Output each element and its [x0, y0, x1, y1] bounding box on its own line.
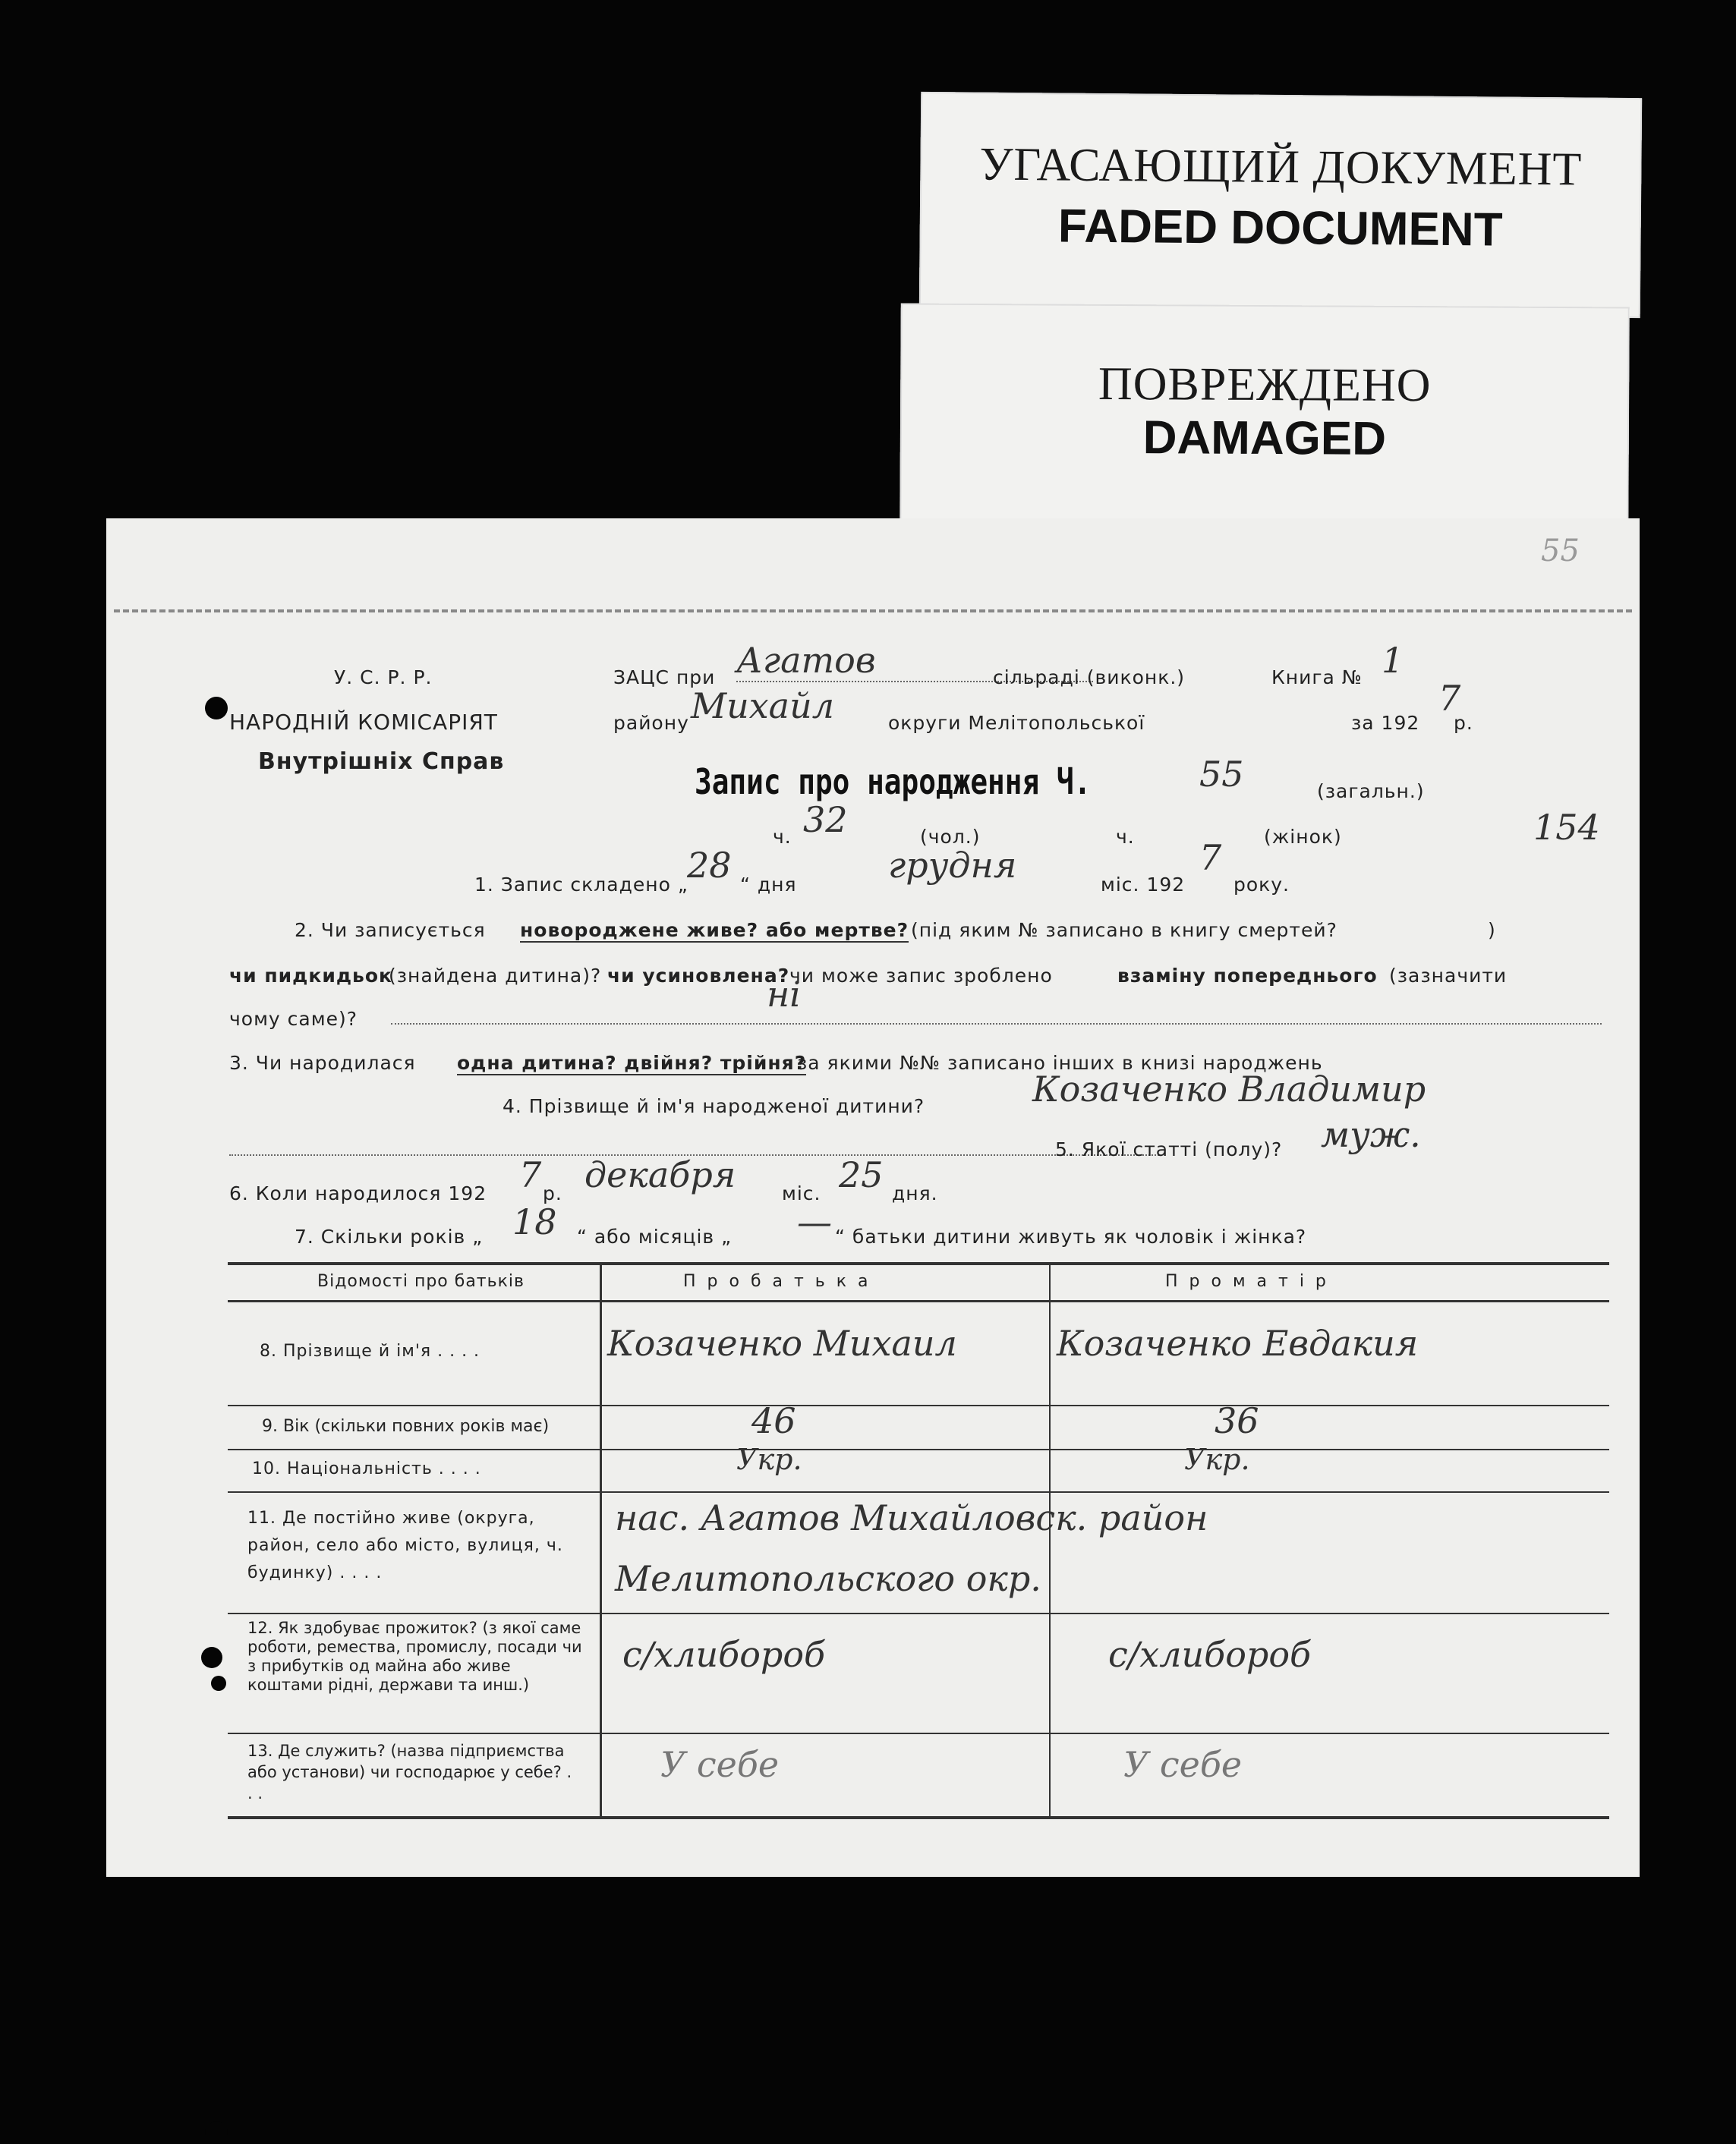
father-nationality-field: Укр.	[736, 1443, 802, 1476]
female-prefix: ч.	[1116, 826, 1135, 848]
okrug-label: округи Мелітопольської	[888, 712, 1145, 734]
item2-prefix: 2. Чи записується	[295, 919, 486, 941]
damaged-label-ru: ПОВРЕЖДЕНО	[1098, 357, 1432, 412]
child-name-field: Козаченко Владимир	[1032, 1069, 1426, 1110]
residence-line2-field: Мелитопольского окр.	[615, 1558, 1041, 1599]
mother-nationality-field: Укр.	[1184, 1443, 1250, 1476]
item7-months-label: “ або місяців „	[577, 1226, 733, 1248]
item2-found-child: (знайдена дитина)?	[389, 965, 602, 987]
item6-day-field: 25	[839, 1154, 884, 1195]
ministry-label: Внутрішніх Справ	[258, 748, 505, 775]
faded-document-card	[919, 92, 1642, 318]
commissariat-label: НАРОДНІЙ КОМІСАРІЯТ	[229, 710, 498, 735]
year-label: за 192	[1351, 712, 1420, 734]
row-occupation-label: 12. Як здобуває прожиток? (з якої саме роботи, ремества, промислу, посади чи з прибутків од майна або живе коштами рідні, держави та инш.)	[247, 1619, 582, 1694]
father-name-field: Козаченко Михаил	[607, 1323, 957, 1364]
table-rule	[228, 1491, 1609, 1493]
row-nationality-label: 10. Національність . . . .	[252, 1459, 481, 1478]
female-label: (жінок)	[1264, 826, 1342, 848]
male-count-field: 32	[803, 799, 848, 840]
item6-year-field: 7	[519, 1154, 542, 1195]
sex-field: муж.	[1321, 1114, 1421, 1155]
item2-close: )	[1488, 919, 1496, 941]
table-rule	[228, 1300, 1609, 1302]
total-label: (загальн.)	[1317, 780, 1425, 802]
item2-answer-field: ні	[767, 974, 802, 1015]
item3-numbers: за якими №№ записано інших в книзі народжень	[797, 1052, 1323, 1074]
item1-year-label: року.	[1233, 874, 1290, 896]
item2-death-ref: (під яким № записано в книгу смертей?	[911, 919, 1337, 941]
mother-age-field: 36	[1215, 1400, 1259, 1441]
table-column-divider	[600, 1264, 602, 1818]
item1-year-field: 7	[1199, 837, 1222, 878]
item7-question: “ батьки дитини живуть як чоловік і жінка?	[835, 1226, 1307, 1248]
punch-hole	[205, 2121, 228, 2144]
item7-months-field: —	[797, 1201, 832, 1242]
row-age-label: 9. Вік (скільки повних років має)	[262, 1417, 550, 1436]
item2-answer-line	[391, 1023, 1602, 1025]
item6-prefix: 6. Коли народилося 192	[229, 1182, 487, 1204]
item1-day-field: 28	[687, 845, 732, 886]
item1-month-field: грудня	[888, 845, 1017, 886]
item6-day-label: дня.	[892, 1182, 938, 1204]
row-name-label: 8. Прізвище й ім'я . . . .	[260, 1342, 480, 1361]
mother-name-field: Козаченко Евдакия	[1057, 1323, 1419, 1364]
village-suffix: сільраді (виконк.)	[993, 666, 1186, 688]
male-label: (чол.)	[920, 826, 981, 848]
item2-option-alive: новороджене живе? або мертве?	[520, 919, 909, 941]
corner-number-side: 154	[1533, 807, 1600, 848]
item7-years-field: 18	[512, 1201, 557, 1242]
item3-prefix: 3. Чи народилася	[229, 1052, 416, 1074]
book-number-field: 1	[1382, 640, 1404, 681]
item7-prefix: 7. Скільки років „	[295, 1226, 484, 1248]
record-number-field: 55	[1199, 754, 1244, 795]
damaged-label-en: DAMAGED	[1142, 411, 1387, 465]
table-rule	[228, 1262, 1609, 1265]
year-field: 7	[1438, 678, 1461, 719]
row-residence-label: 11. Де постійно живе (округа, район, село або місто, вулиця, ч. будинку) . . . .	[247, 1509, 563, 1582]
item3-options: одна дитина? двійня? трійня?	[457, 1052, 807, 1074]
item1-day-label: “ дня	[740, 874, 797, 896]
table-rule	[228, 1733, 1609, 1734]
year-suffix: р.	[1454, 712, 1473, 734]
table-header-info: Відомості про батьків	[317, 1272, 525, 1291]
birth-record-form	[106, 518, 1640, 1877]
item2-specify: (зазначити	[1389, 965, 1508, 987]
item6-year-suffix: р.	[543, 1182, 562, 1204]
item6-month-label: міс.	[782, 1182, 821, 1204]
table-column-divider	[1049, 1264, 1051, 1818]
district-field: Михайл	[691, 685, 835, 726]
father-age-field: 46	[751, 1400, 796, 1441]
item1-prefix: 1. Запис складено „	[474, 874, 688, 896]
faded-label-en: FADED DOCUMENT	[1057, 200, 1503, 257]
table-rule	[228, 1449, 1609, 1450]
item5-label: 5. Якої статті (полу)?	[1055, 1138, 1283, 1160]
table-rule	[228, 1405, 1609, 1406]
item2-why: чому саме)?	[229, 1008, 358, 1030]
item4-label: 4. Прізвище й ім'я народженої дитини?	[503, 1095, 925, 1117]
punch-hole	[205, 697, 228, 719]
book-label: Книга №	[1271, 666, 1363, 688]
corner-number-top: 55	[1541, 534, 1580, 568]
ussr-label: У. С. Р. Р.	[334, 666, 433, 688]
item2-adopted: чи усиновлена?	[607, 965, 790, 987]
mother-occupation-field: с/хлибороб	[1108, 1634, 1312, 1675]
punch-hole	[201, 1647, 222, 1668]
damaged-document-card	[900, 303, 1630, 534]
faded-label-ru: УГАСАЮЩИЙ ДОКУМЕНТ	[979, 138, 1583, 196]
table-header-father: П р о б а т ь к а	[683, 1272, 871, 1291]
perforated-top-edge	[114, 609, 1632, 612]
item2-foundling: чи пидкидьок	[229, 965, 392, 987]
item1-month-label: міс. 192	[1101, 874, 1186, 896]
residence-line1-field: нас. Агатов Михайловск. район	[615, 1497, 1208, 1538]
zags-prefix: ЗАЦС при	[613, 666, 716, 688]
male-prefix: ч.	[773, 826, 792, 848]
punch-hole	[211, 1676, 226, 1691]
district-prefix: району	[613, 712, 689, 734]
father-occupation-field: с/хлибороб	[622, 1634, 826, 1675]
table-rule	[228, 1816, 1609, 1819]
item2-replacement: взаміну попереднього	[1117, 965, 1378, 987]
record-title: Запис про народження Ч.	[695, 761, 1092, 802]
table-rule	[228, 1613, 1609, 1614]
row-employer-label: 13. Де служить? (назва підприємства або установи) чи господарює у себе? . . .	[247, 1742, 572, 1802]
mother-employer-field: У себе	[1123, 1744, 1243, 1785]
village-field: Агатов	[736, 640, 1093, 682]
item2-replace-q: чи може запис зроблено	[789, 965, 1053, 987]
table-header-mother: П р о м а т і р	[1165, 1272, 1329, 1291]
father-employer-field: У себе	[660, 1744, 780, 1785]
item6-month-field: декабря	[584, 1154, 736, 1195]
